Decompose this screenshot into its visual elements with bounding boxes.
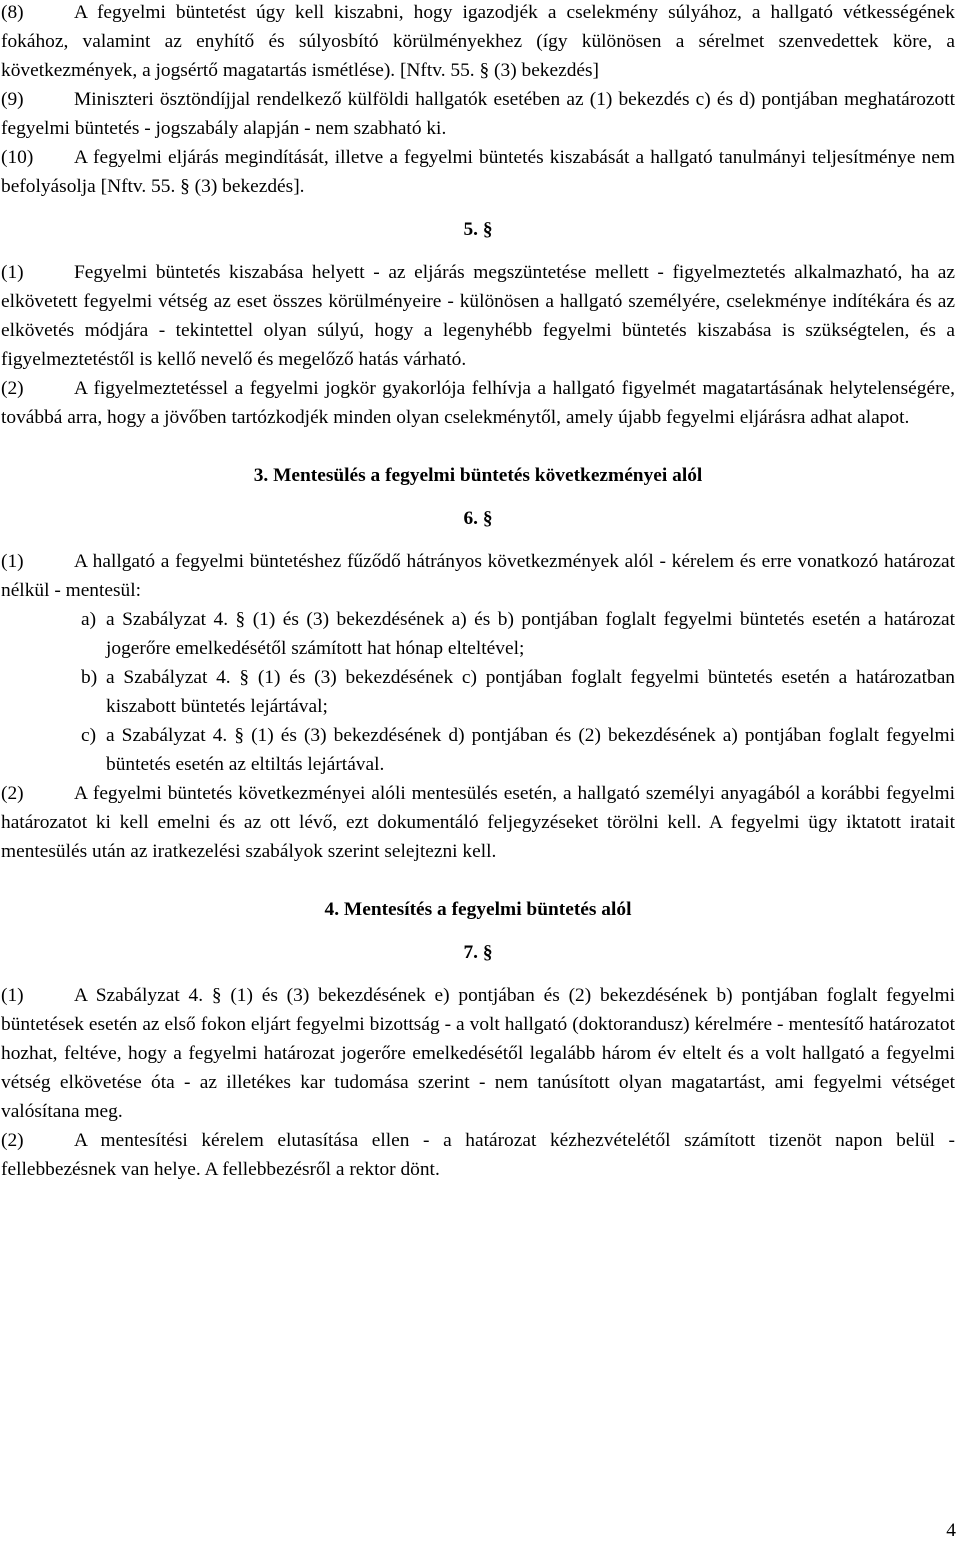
paragraph-number: (1) xyxy=(1,985,24,1006)
paragraph-text: A fegyelmi büntetés következményei alóli mentesülés esetén, a hallgató személyi anyagából a korábbi fegyelmi határozatot ki kell emelni és az ott lévő, ezt dokumentáló feljegyzéseket törölni kell. A fegyelmi ügy iktatott iratait mentesülés után az iratkezelési szabályok szerint selejtezni kell. xyxy=(1,783,955,862)
list-item-text: a Szabályzat 4. § (1) és (3) bekezdésének d) pontjában és (2) bekezdésének a) pontjában foglalt fegyelmi büntetés esetén az eltiltás lejártával. xyxy=(106,725,955,775)
spacer xyxy=(1,201,955,215)
paragraph-text: A figyelmeztetéssel a fegyelmi jogkör gyakorlója felhívja a hallgató figyelmét magatartásának helytelenségére, továbbá arra, hogy a jövőben tartózkodjék minden olyan cselekménytől, amely újabb fegyelmi eljárásra adhat alapot. xyxy=(1,378,955,428)
list-item xyxy=(1,663,955,721)
spacer xyxy=(1,244,955,258)
paragraph-8 xyxy=(1,0,955,85)
list-item xyxy=(1,605,955,663)
list-item-text: a Szabályzat 4. § (1) és (3) bekezdésének a) és b) pontjában foglalt fegyelmi büntetés esetén a határozat jogerőre emelkedésétől számított hat hónap elteltével; xyxy=(106,609,955,659)
section-title-7: 7. § xyxy=(463,942,493,963)
chapter-heading-4: 4. Mentesítés a fegyelmi büntetés alól xyxy=(324,899,632,920)
paragraph-number: (10) xyxy=(1,147,34,168)
list-item xyxy=(1,721,955,779)
paragraph-text: A Szabályzat 4. § (1) és (3) bekezdésének e) pontjában és (2) bekezdésének b) pontjában foglalt fegyelmi büntetések esetén az első fokon eljárt fegyelmi bizottság - a volt hallgató (doktorandusz) kérelmére - mentesítő határozatot hozhat, feltéve, hogy a fegyelmi határozat jogerőre emelkedésétől legalább három év eltelt és a volt hallgató a fegyelmi vétség elkövetése óta - az illetékes kar tudomása szerint - nem tanúsított olyan magatartást, ami fegyelmi vétséget valósítana meg. xyxy=(1,985,955,1122)
paragraph-text: A fegyelmi eljárás megindítását, illetve a fegyelmi büntetés kiszabását a hallgató tanulmányi teljesítménye nem befolyásolja [Nftv. 55. § (3) bekezdés]. xyxy=(1,147,955,197)
section7-paragraph-1 xyxy=(1,981,955,1126)
document-body xyxy=(1,0,955,1184)
chapter-heading-3: 3. Mentesülés a fegyelmi büntetés következményei alól xyxy=(253,465,703,486)
paragraph-text: A fegyelmi büntetést úgy kell kiszabni, hogy igazodjék a cselekmény súlyához, a hallgató vétkességének fokához, valamint az enyhítő és súlyosbító körülményekhez (így különösen a sérelmet szenvedettek köre, a következmények, a jogsértő magatartás ismétlése). [Nftv. 55. § (3) bekezdés] xyxy=(1,2,955,81)
paragraph-10 xyxy=(1,143,955,201)
paragraph-number: (1) xyxy=(1,551,24,572)
spacer xyxy=(1,533,955,547)
section5-paragraph-2 xyxy=(1,374,955,432)
spacer xyxy=(1,432,955,461)
paragraph-number: (8) xyxy=(1,2,24,23)
paragraph-text: Miniszteri ösztöndíjjal rendelkező külföldi hallgatók esetében az (1) bekezdés c) és d) pontjában meghatározott fegyelmi büntetés - jogszabály alapján - nem szabható ki. xyxy=(1,89,955,139)
spacer xyxy=(1,924,955,938)
list-item-label: b) xyxy=(81,667,98,688)
spacer xyxy=(1,866,955,895)
spacer xyxy=(1,967,955,981)
section6-paragraph-2 xyxy=(1,779,955,866)
spacer xyxy=(1,490,955,504)
paragraph-number: (2) xyxy=(1,378,24,399)
paragraph-text: Fegyelmi büntetés kiszabása helyett - az eljárás megszüntetése mellett - figyelmeztetés alkalmazható, ha az elkövetett fegyelmi vétség az eset összes körülményeire - különösen a hallgató személyére, cselekménye indítékára és az elkövetés módjára - tekintettel olyan súlyú, hogy a legenyhébb fegyelmi büntetés kiszabása is szükségtelen, és a figyelmeztetéstől is kellő nevelő és megelőző hatás várható. xyxy=(1,262,955,370)
paragraph-number: (9) xyxy=(1,89,24,110)
list-item-label: c) xyxy=(81,725,97,746)
paragraph-number: (1) xyxy=(1,262,24,283)
page-number: 4 xyxy=(946,1520,956,1541)
paragraph-number: (2) xyxy=(1,783,24,804)
section-title-5: 5. § xyxy=(463,219,493,240)
section6-paragraph-1 xyxy=(1,547,955,605)
section5-paragraph-1 xyxy=(1,258,955,374)
exemption-list xyxy=(1,605,955,779)
paragraph-text: A hallgató a fegyelmi büntetéshez fűződő hátrányos következmények alól - kérelem és erre vonatkozó határozat nélkül - mentesül: xyxy=(1,551,955,601)
list-item-label: a) xyxy=(81,609,97,630)
list-item-text: a Szabályzat 4. § (1) és (3) bekezdésének c) pontjában foglalt fegyelmi büntetés esetén a határozatban kiszabott büntetés lejártával; xyxy=(106,667,955,717)
section-title-6: 6. § xyxy=(463,508,493,529)
paragraph-text: A mentesítési kérelem elutasítása ellen - a határozat kézhezvételétől számított tizenöt napon belül - fellebbezésnek van helye. A fellebbezésről a rektor dönt. xyxy=(1,1130,955,1180)
section7-paragraph-2 xyxy=(1,1126,955,1184)
paragraph-number: (2) xyxy=(1,1130,24,1151)
paragraph-9 xyxy=(1,85,955,143)
